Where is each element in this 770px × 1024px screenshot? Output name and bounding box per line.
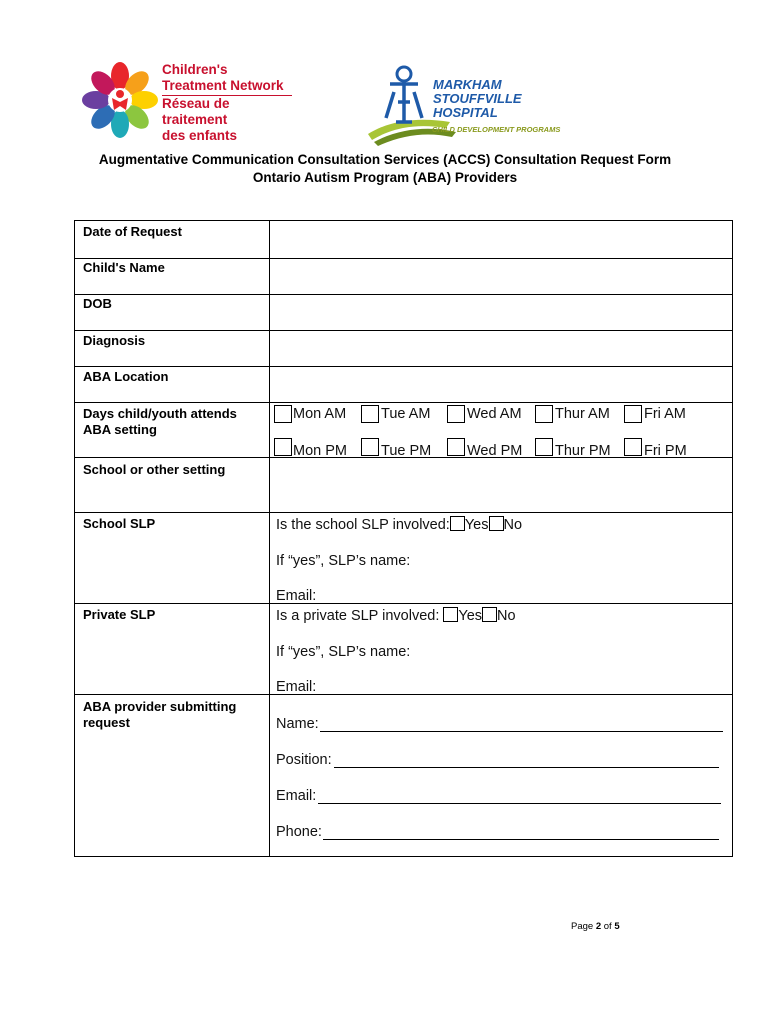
label-private-slp: Private SLP	[83, 607, 156, 622]
label-childs-name: Child's Name	[83, 260, 165, 275]
provider-email-label: Email:	[276, 788, 317, 804]
ctn-flower-icon	[80, 60, 160, 140]
provider-phone-label: Phone:	[276, 824, 322, 840]
checkbox-school-slp-yes[interactable]	[450, 516, 465, 531]
label-mon-am: Mon AM	[293, 406, 347, 422]
provider-email-input[interactable]	[318, 803, 721, 804]
checkbox-tue-am[interactable]	[361, 405, 379, 423]
checkbox-fri-am[interactable]	[624, 405, 642, 423]
checkbox-private-slp-yes[interactable]	[443, 607, 458, 622]
page-current: 2	[595, 921, 602, 932]
ctn-line4: des enfants	[162, 128, 238, 143]
provider-position-label: Position:	[276, 752, 332, 768]
label-school-slp: School SLP	[83, 516, 156, 531]
private-slp-question: Is a private SLP involved:	[276, 608, 444, 624]
aba-location-field[interactable]	[271, 367, 732, 401]
request-form-table	[74, 220, 733, 857]
ctn-logo	[80, 60, 290, 143]
label-dob: DOB	[83, 296, 112, 311]
label-school-setting: School or other setting	[83, 462, 226, 477]
msh-line4: CHILD DEVELOPMENT PROGRAMS	[432, 125, 561, 134]
checkbox-wed-pm[interactable]	[447, 438, 465, 456]
label-days-attends: Days child/youth attends ABA setting	[83, 406, 237, 437]
label-diagnosis: Diagnosis	[83, 333, 146, 348]
provider-phone-input[interactable]	[323, 839, 719, 840]
childs-name-field[interactable]	[271, 259, 732, 293]
school-slp-question: Is the school SLP involved:	[276, 517, 450, 533]
form-title: Augmentative Communication Consultation Services (ACCS) Consultation Request Form	[98, 152, 672, 167]
school-slp-email-label: Email:	[276, 588, 317, 604]
checkbox-thur-pm[interactable]	[535, 438, 553, 456]
checkbox-mon-am[interactable]	[274, 405, 292, 423]
label-aba-provider: ABA provider submitting request	[83, 699, 237, 730]
date-of-request-field[interactable]	[271, 221, 732, 257]
checkbox-mon-pm[interactable]	[274, 438, 292, 456]
provider-position-input[interactable]	[334, 767, 719, 768]
page-word: Page	[571, 921, 594, 932]
private-slp-question-row	[276, 607, 516, 625]
school-setting-field[interactable]	[271, 458, 732, 511]
page-number	[571, 921, 620, 932]
school-slp-question-row	[276, 516, 522, 534]
private-slp-name-label: If “yes”, SLP’s name:	[276, 644, 411, 660]
msh-line2: STOUFFVILLE	[433, 91, 522, 106]
page-of: of	[603, 921, 612, 932]
checkbox-tue-pm[interactable]	[361, 438, 379, 456]
private-slp-email-label: Email:	[276, 679, 317, 695]
school-slp-yes-label: Yes	[464, 517, 489, 533]
label-thur-am: Thur AM	[555, 406, 610, 422]
ctn-line1: Children's	[162, 62, 228, 77]
checkbox-thur-am[interactable]	[535, 405, 553, 423]
private-slp-no-label: No	[497, 608, 516, 624]
label-mon-pm: Mon PM	[293, 443, 347, 459]
page-total: 5	[614, 921, 620, 932]
msh-line1: MARKHAM	[433, 77, 502, 92]
label-thur-pm: Thur PM	[555, 443, 611, 459]
form-subtitle: Ontario Autism Program (ABA) Providers	[252, 170, 518, 185]
private-slp-yes-label: Yes	[458, 608, 483, 624]
ctn-line3: Réseau de traitement	[162, 96, 230, 127]
label-tue-pm: Tue PM	[381, 443, 432, 459]
label-fri-pm: Fri PM	[644, 443, 687, 459]
ctn-line2: Treatment Network	[162, 78, 292, 96]
school-slp-no-label: No	[503, 517, 523, 533]
checkbox-school-slp-no[interactable]	[489, 516, 504, 531]
provider-name-label: Name:	[276, 716, 319, 732]
label-fri-am: Fri AM	[644, 406, 686, 422]
label-tue-am: Tue AM	[381, 406, 431, 422]
label-wed-am: Wed AM	[467, 406, 522, 422]
school-slp-name-label: If “yes”, SLP’s name:	[276, 553, 411, 569]
provider-name-input[interactable]	[320, 731, 723, 732]
dob-field[interactable]	[271, 295, 732, 329]
checkbox-fri-pm[interactable]	[624, 438, 642, 456]
label-aba-location: ABA Location	[83, 369, 169, 384]
label-wed-pm: Wed PM	[467, 443, 523, 459]
checkbox-private-slp-no[interactable]	[482, 607, 497, 622]
checkbox-wed-am[interactable]	[447, 405, 465, 423]
diagnosis-field[interactable]	[271, 331, 732, 365]
label-date-of-request: Date of Request	[83, 224, 182, 239]
msh-logo	[360, 62, 590, 147]
msh-line3: HOSPITAL	[433, 105, 498, 120]
